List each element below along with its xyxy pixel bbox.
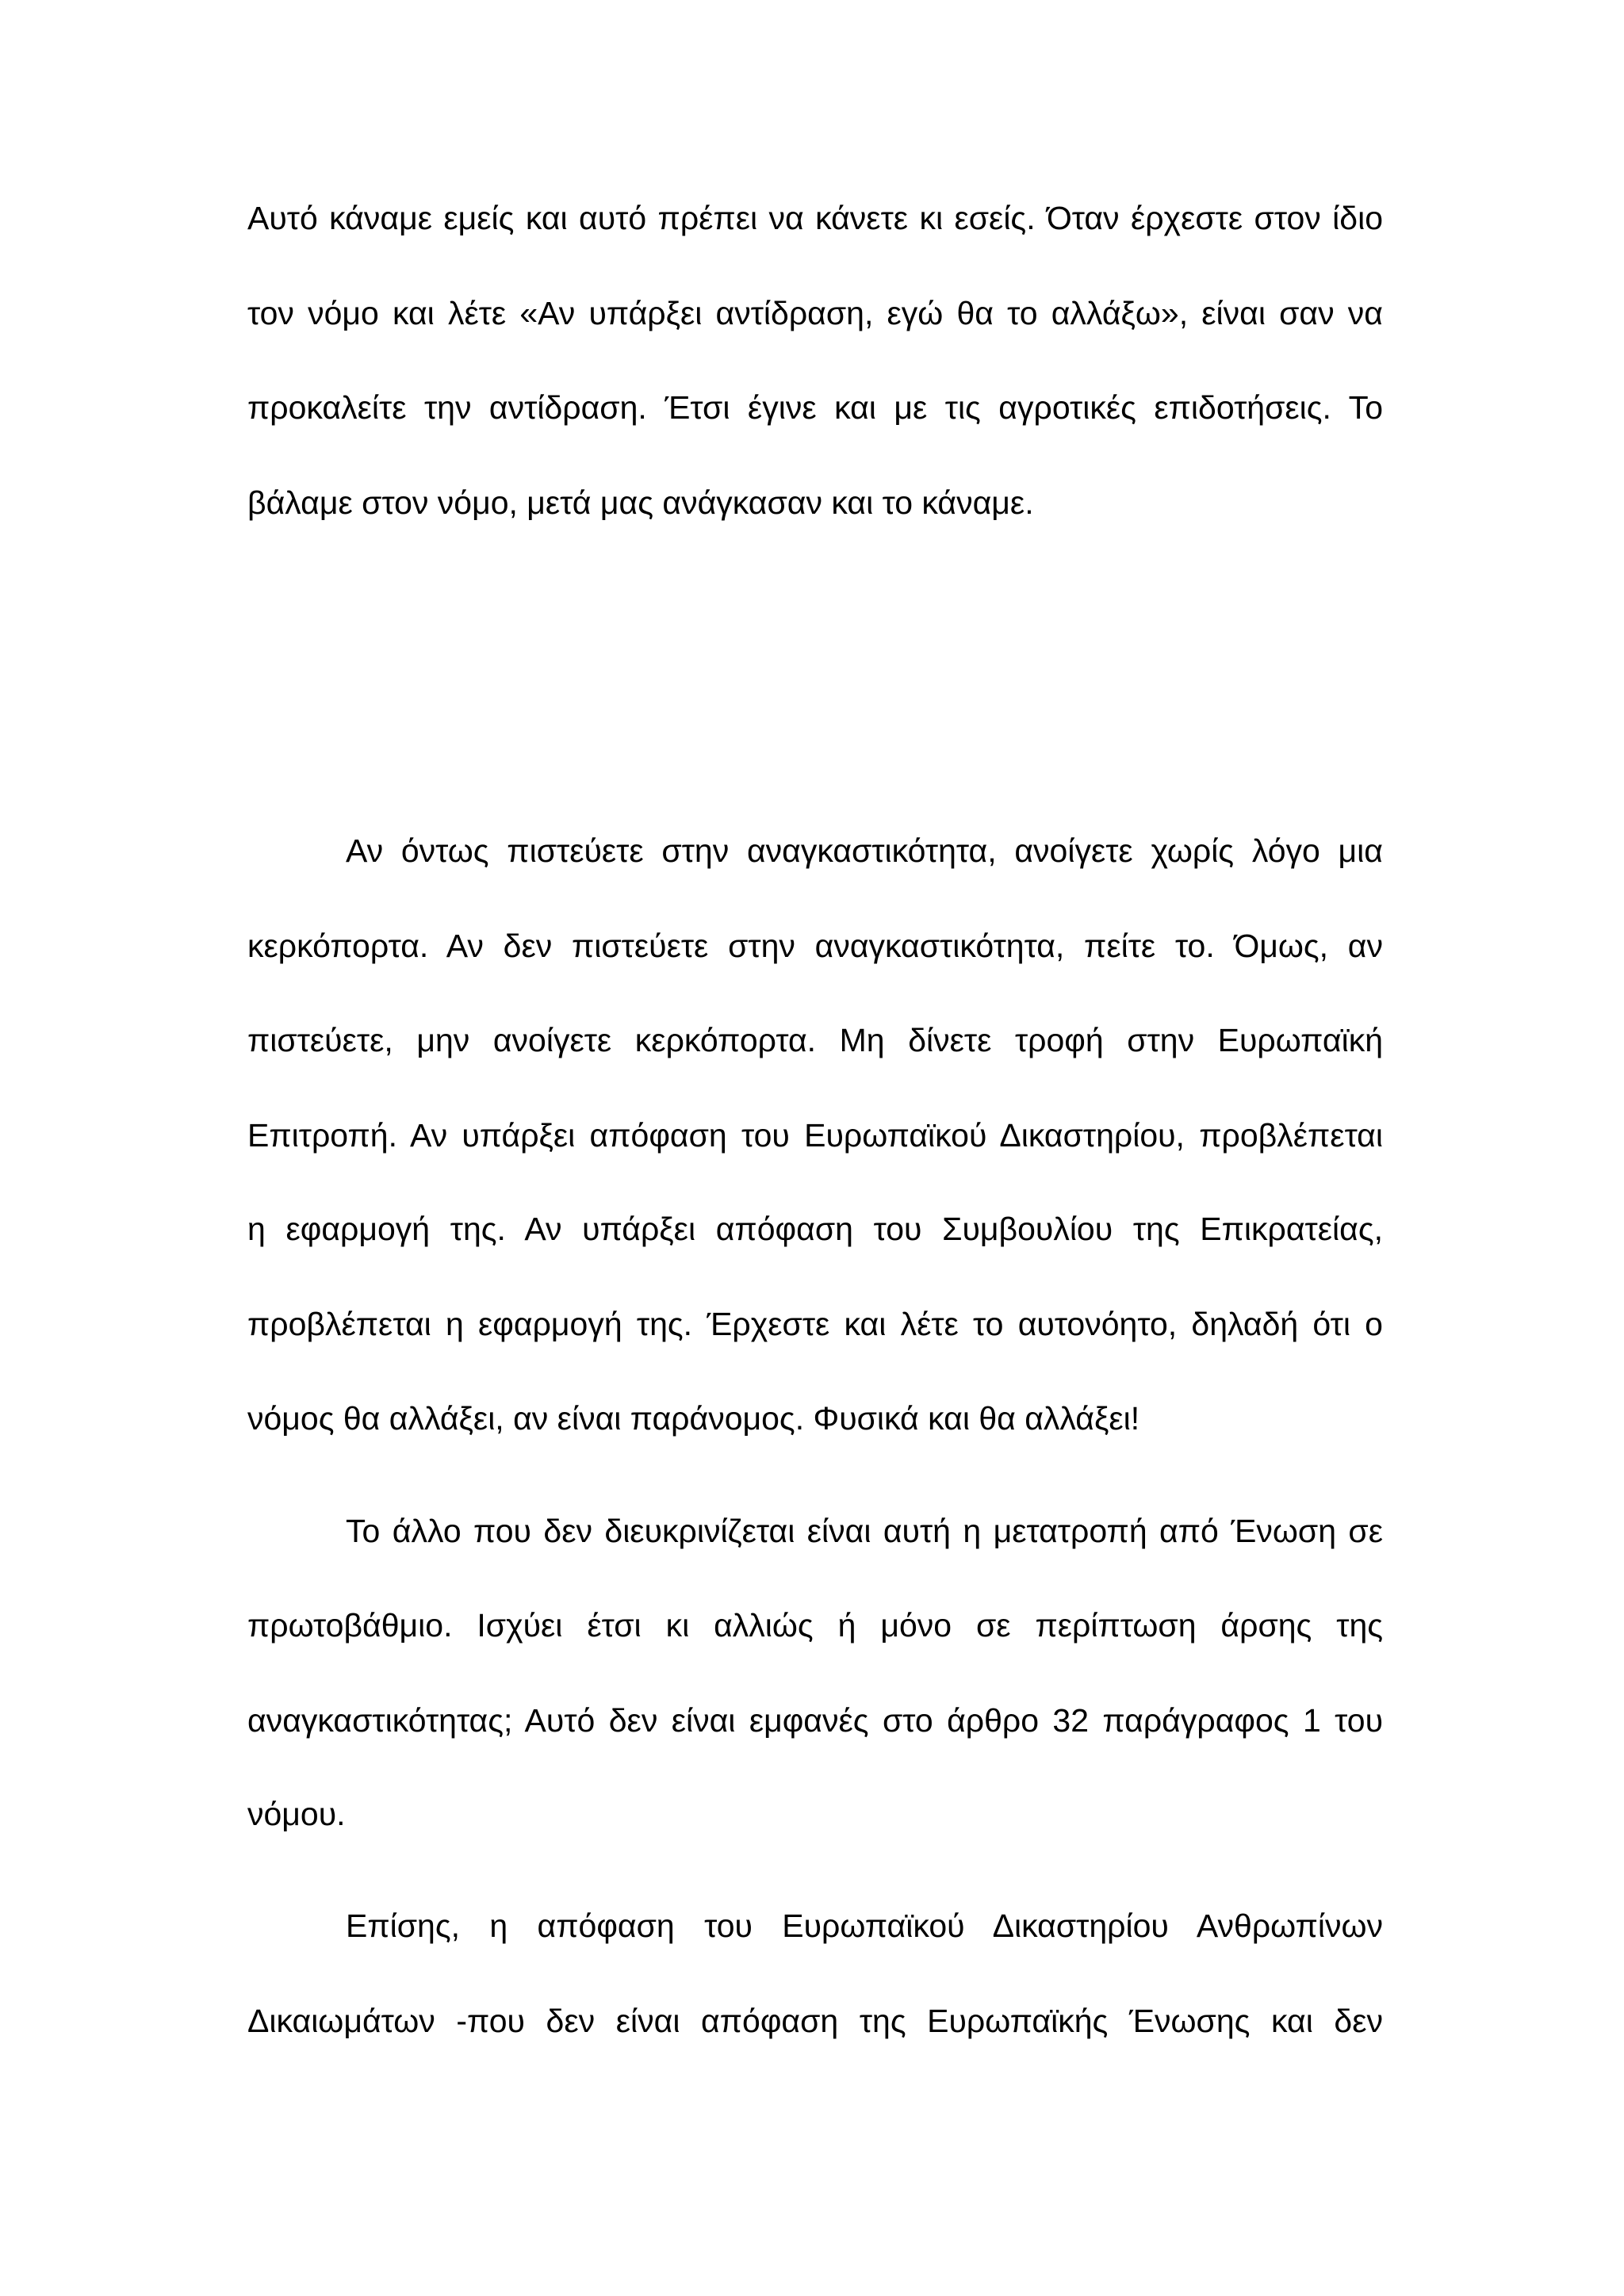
text-line: Επίσης, η απόφαση του Ευρωπαϊκού Δικαστηρίου Ανθρωπίνων	[346, 1908, 1383, 1944]
text-line: η εφαρμογή της. Αν υπάρξει απόφαση του Συμβουλίου της Επικρατείας,	[247, 1211, 1383, 1247]
text-line: βάλαμε στον νόμο, μετά μας ανάγκασαν και το κάναμε.	[247, 484, 1034, 521]
text-line: νόμου.	[247, 1796, 346, 1832]
text-line: Το άλλο που δεν διευκρινίζεται είναι αυτή η μετατροπή από Ένωση σε	[346, 1513, 1383, 1549]
text-line: Αν όντως πιστεύετε στην αναγκαστικότητα, ανοίγετε χωρίς λόγο μια	[346, 832, 1383, 869]
text-line: προβλέπεται η εφαρμογή της. Έρχεστε και λέτε το αυτονόητο, δηλαδή ότι ο	[247, 1306, 1383, 1342]
text-line: πιστεύετε, μην ανοίγετε κερκόπορτα. Μη δίνετε τροφή στην Ευρωπαϊκή	[247, 1022, 1383, 1058]
text-line: Δικαιωμάτων -που δεν είναι απόφαση της Ευρωπαϊκής Ένωσης και δεν	[247, 2003, 1383, 2039]
text-line: αναγκαστικότητας; Αυτό δεν είναι εμφανές στο άρθρο 32 παράγραφος 1 του	[247, 1702, 1383, 1739]
text-line: τον νόμο και λέτε «Αν υπάρξει αντίδραση, εγώ θα το αλλάξω», είναι σαν να	[247, 295, 1383, 331]
text-line: Αυτό κάναμε εμείς και αυτό πρέπει να κάνετε κι εσείς. Όταν έρχεστε στον ίδιο	[247, 200, 1383, 236]
text-line: προκαλείτε την αντίδραση. Έτσι έγινε και με τις αγροτικές επιδοτήσεις. Το	[247, 389, 1383, 426]
text-line: νόμος θα αλλάξει, αν είναι παράνομος. Φυσικά και θα αλλάξει!	[247, 1400, 1140, 1437]
text-line: πρωτοβάθμιο. Ισχύει έτσι κι αλλιώς ή μόνο σε περίπτωση άρσης της	[247, 1607, 1383, 1644]
text-line: κερκόπορτα. Αν δεν πιστεύετε στην αναγκαστικότητα, πείτε το. Όμως, αν	[247, 928, 1383, 964]
text-line: Επιτροπή. Αν υπάρξει απόφαση του Ευρωπαϊκού Δικαστηρίου, προβλέπεται	[247, 1117, 1383, 1154]
